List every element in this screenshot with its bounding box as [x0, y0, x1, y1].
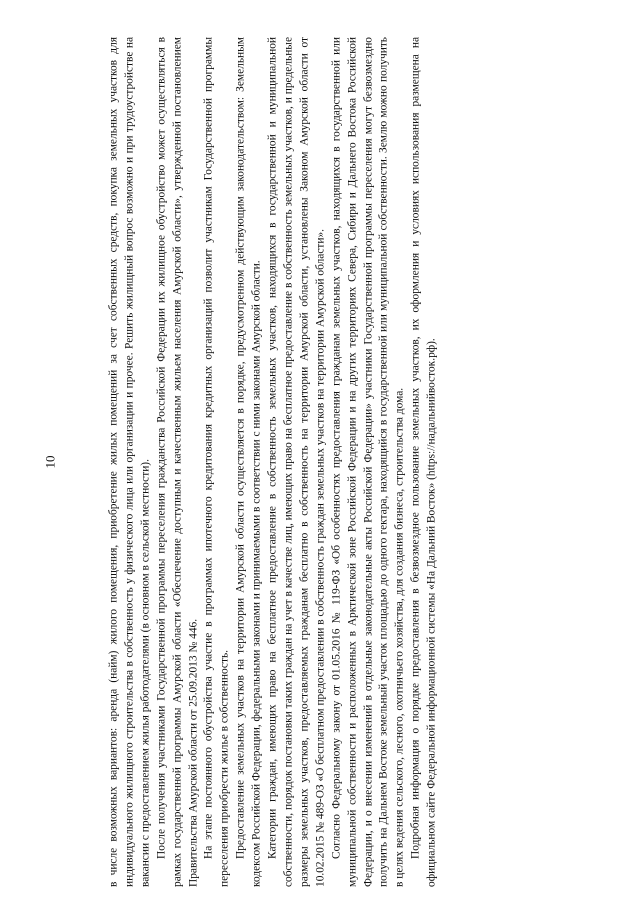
page-number: 10 [42, 455, 58, 469]
paragraph-free-land-categories: Категории граждан, имеющих право на бесплатное предоставление в собственность земельных участков, находящихся в государственной и муниципальной собственности, порядок постановки таких граждан на учет в качестве лиц, имеющих право на бесплатное предоставление в собственность земельных участков, и предельные размеры земельных участков, предоставляемых гражданам бесплатно в собственность на территории Амурской области, установлены Законом Амурской области от 10.02.2015 № 489-ОЗ «О бесплатном предоставлении в собственность граждан земельных участков на территории Амурской области». [266, 37, 327, 887]
paragraph-mortgage: На этапе постоянного обустройства участие в программах ипотечного кредитования кредитных организаций позволит участникам Государственной программы переселения приобрести жилье в собственность. [202, 37, 231, 887]
paragraph-housing-options: в числе возможных вариантов: аренда (найм) жилого помещения, приобретение жилых помещений за счет собственных средств, покупка земельных участков для индивидуального жилищного строительства в собственность у физического лица или организации и прочее. Решить жилищный вопрос возможно и при трудоустройстве на вакансии с предоставлением жилья работодателями (в основном в сельской местности). [107, 37, 152, 887]
paragraph-far-east-hectare: Согласно Федеральному закону от 01.05.2016 № 119-ФЗ «Об особенностях предоставления гражданам земельных участков, находящихся в государственной или муниципальной собственности и расположенных в Арктической зоне Российской Федерации и на других территориях Севера, Сибири и Дальнего Востока Российской Федерации, и о внесении изменений в отдельные законодательные акты Российской Федерации» участники Государственной программы переселения могут безвозмездно получить на Дальнем Востоке земельный участок площадью до одного гектара, находящийся в государственной или муниципальной собственности. Землю можно получить в целях ведения сельского, лесного, охотничьего хозяйства, для создания бизнеса, строительства дома. [330, 37, 406, 887]
paragraph-more-info: Подробная информация о порядке предоставления в безвозмездное пользование земельных участков, их оформления и условиях использования размещена на официальном сайте Федеральной информационной системы «На Дальний Восток» (https://надальнийвосток.рф). [409, 37, 438, 887]
rotated-document-page [43, 37, 598, 887]
paragraph-land-provision: Предоставление земельных участков на территории Амурской области осуществляется в порядке, предусмотренном действующим законодательством: Земельным кодексом Российской Федерации, федеральными законами и принимаемыми в соответствии с ними законами Амурской области. [234, 37, 263, 887]
paragraph-housing-program: После получения участниками Государственной программы переселения гражданства Российской Федерации их жилищное обустройство может осуществляться в рамках государственной программы Амурской области «Обеспечение доступным и качественным жильем населения Амурской области», утвержденной постановлением Правительства Амурской области от 25.09.2013 № 446. [155, 37, 200, 887]
document-body [107, 37, 441, 887]
